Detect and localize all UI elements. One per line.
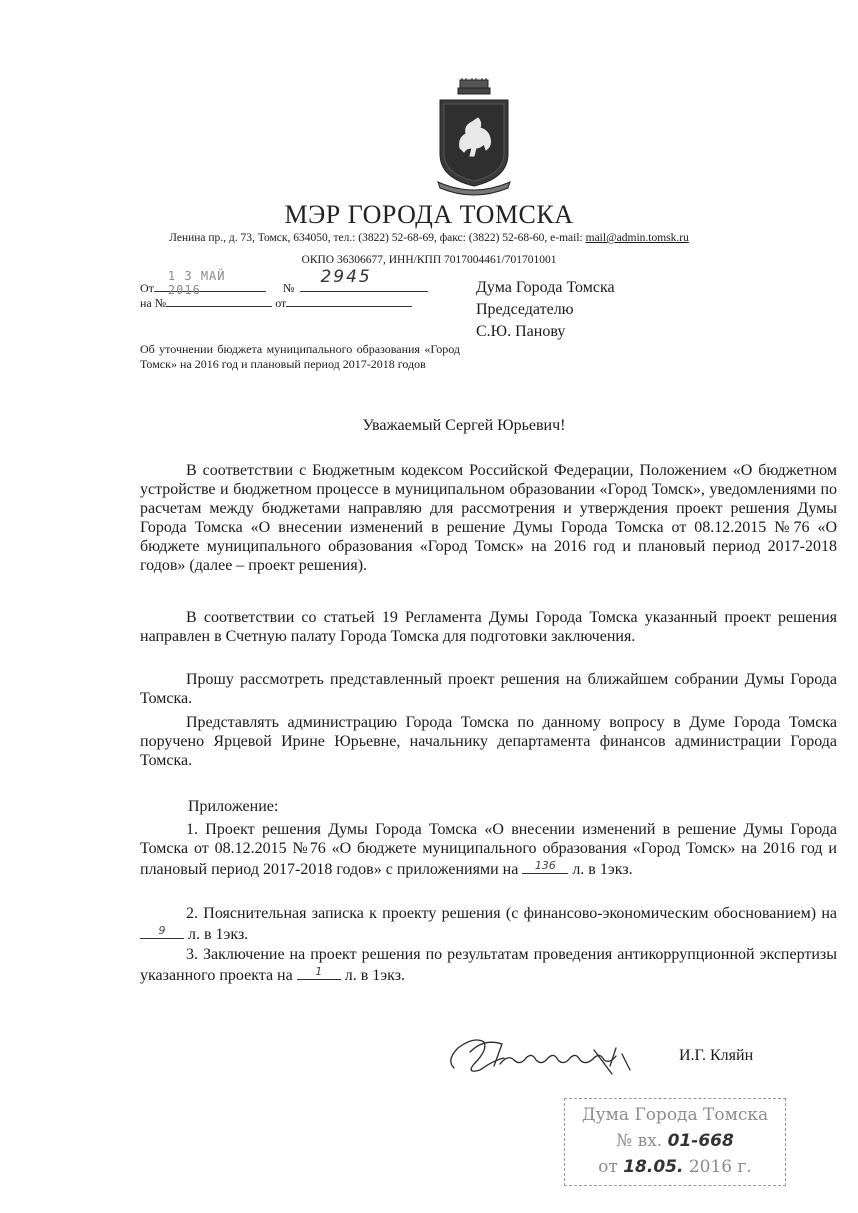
stamp-incoming-number xyxy=(565,1131,785,1151)
attachment-suffix: л. в 1экз. xyxy=(572,861,633,878)
to-number-label: на № xyxy=(140,296,167,310)
attachments-heading: Приложение: xyxy=(188,798,279,815)
attachment-item-3 xyxy=(140,945,837,985)
stamp-incoming-date xyxy=(565,1157,785,1177)
recipient-position: Председателю xyxy=(476,301,574,318)
letterhead-okpo: ОКПО 36306677, ИНН/КПП 7017004461/701701001 xyxy=(301,254,557,266)
letterhead-title: МЭР ГОРОДА ТОМСКА xyxy=(284,200,574,229)
to-from-label: от xyxy=(275,296,287,310)
attachment-suffix: л. в 1экз. xyxy=(188,926,249,943)
attachment-text: 1. Проект решения Думы Города Томска «О внесении изменений в решение Думы Города Томска от 08.12.2015 №76 «О бюджете муниципального образования «Город Томск» на 2016 год и плановый период 2017-2018 годов» с приложениями на xyxy=(140,821,837,878)
attachment-pages: 9 xyxy=(158,924,166,937)
number-label: № xyxy=(283,281,295,295)
stamp-in-no-value: 01-668 xyxy=(667,1131,734,1151)
stamp-org: Дума Города Томска xyxy=(581,1105,769,1125)
subject-line: Об уточнении бюджета муниципального образования «Город Томск» на 2016 год и плановый период 2017-2018 годов xyxy=(140,342,460,371)
body-paragraph-4: Представлять администрацию Города Томска по данному вопросу в Думе Города Томска поручено Ярцевой Ирине Юрьевне, начальнику департамента финансов администрации Города Томска. xyxy=(140,714,837,769)
from-label: От xyxy=(140,281,154,295)
body-paragraph-2: В соответствии со статьей 19 Регламента Думы Города Томска указанный проект решения направлен в Счетную палату Города Томска для подготовки заключения. xyxy=(140,609,837,645)
recipient-name: С.Ю. Панову xyxy=(476,323,566,340)
recipient-block xyxy=(476,277,615,343)
stamp-date-label: от xyxy=(598,1157,618,1177)
handwritten-number: 2945 xyxy=(320,267,372,287)
attachment-pages: 136 xyxy=(534,859,556,872)
attachment-item-1 xyxy=(140,820,837,879)
attachment-text: 2. Пояснительная записка к проекту решения (с финансово-экономическим обоснованием) на xyxy=(186,905,837,922)
address-text: Ленина пр., д. 73, Томск, 634050, тел.: (3822) 52-68-69, факс: (3822) 52-68-60, e-mail: xyxy=(169,232,583,244)
greeting: Уважаемый Сергей Юрьевич! xyxy=(362,417,566,434)
handwritten-signature xyxy=(444,1030,644,1080)
registration-stamp xyxy=(564,1098,786,1186)
attachment-text: 3. Заключение на проект решения по результатам проведения антикоррупционной экспертизы указанного проекта на xyxy=(140,946,837,984)
email-link[interactable]: mail@admin.tomsk.ru xyxy=(585,232,689,244)
stamp-year: 2016 г. xyxy=(688,1157,752,1177)
attachment-pages: 1 xyxy=(315,965,323,978)
body-paragraph-3: Прошу рассмотреть представленный проект решения на ближайшем собрании Думы Города Томска. xyxy=(140,671,837,707)
stamp-in-no-label: № вх. xyxy=(616,1131,663,1151)
reference-number-field xyxy=(140,294,412,311)
letterhead-address xyxy=(0,232,858,244)
tomsk-coat-of-arms xyxy=(434,78,514,196)
signer-name: И.Г. Кляйн xyxy=(679,1047,754,1064)
body-paragraph-1: В соответствии с Бюджетным кодексом Российской Федерации, Положением «О бюджетном устройстве и бюджетном процессе в муниципальном образовании «Город Томск», уведомлениями по расчетам между бюджетами направляю для рассмотрения и утверждения проект решения Думы Города Томска «О внесении изменений в решение Думы Города Томска от 08.12.2015 №76 «О бюджете муниципального образования «Город Томск» на 2016 год и плановый период 2017-2018 годов» (далее – проект решения). xyxy=(140,462,837,574)
stamp-date-value: 18.05. xyxy=(623,1157,684,1177)
attachment-suffix: л. в 1экз. xyxy=(344,967,406,984)
recipient-org: Дума Города Томска xyxy=(476,279,615,296)
date-stamp: 1 3 МАЙ 2016 xyxy=(167,269,226,297)
attachment-item-2 xyxy=(140,904,837,944)
